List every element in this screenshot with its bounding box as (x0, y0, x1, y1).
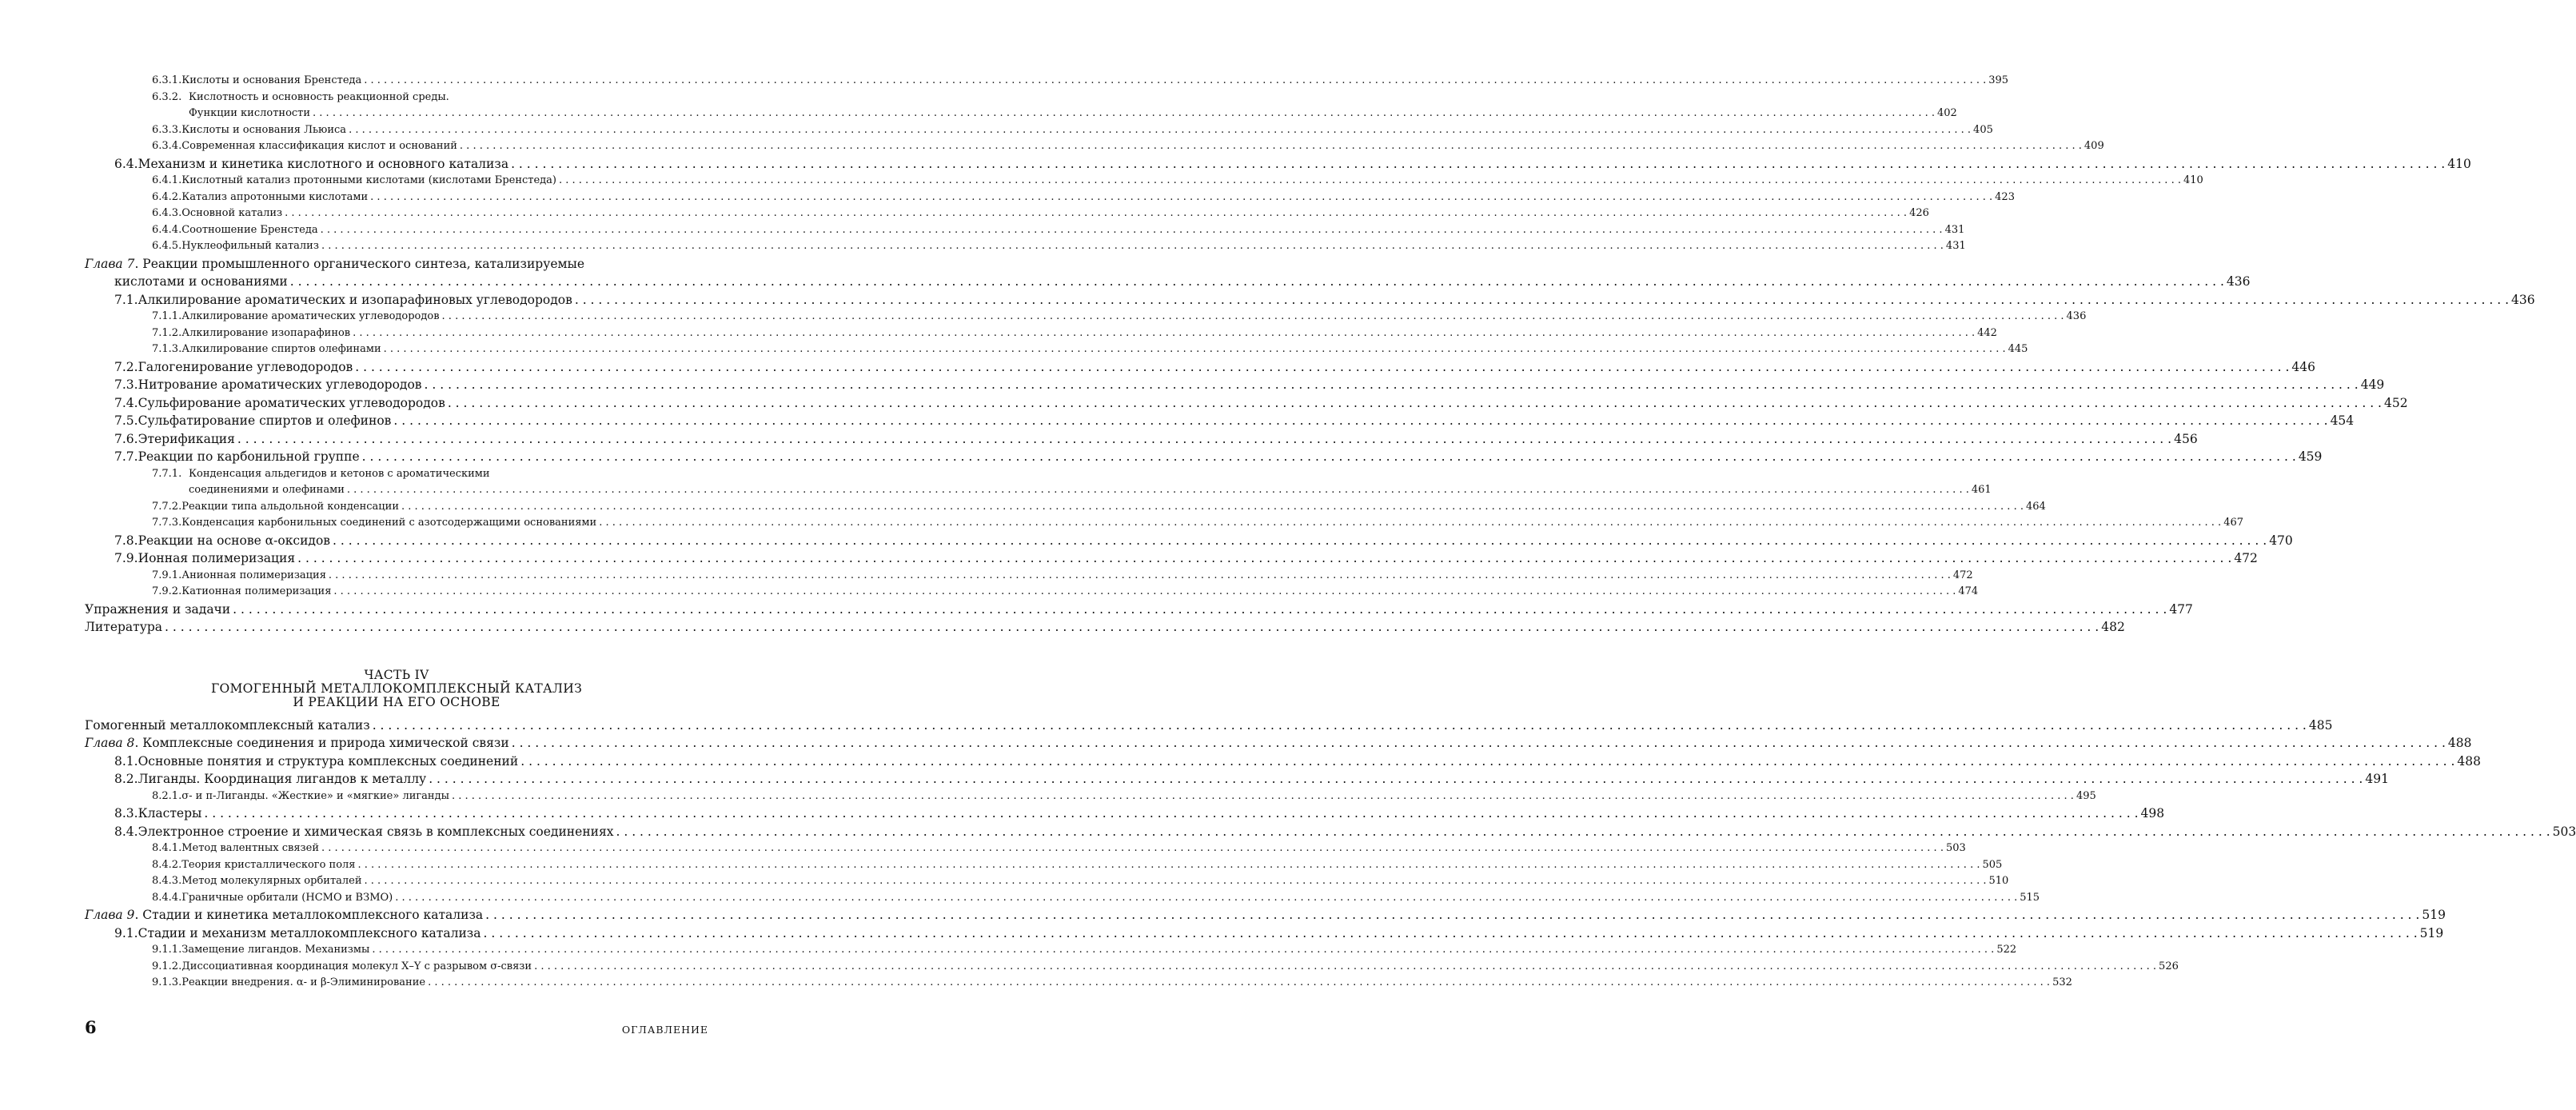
toc-subsection[interactable] (85, 90, 708, 106)
toc-block-chapter6 (85, 73, 2471, 255)
running-head: ОГЛАВЛЕНИЕ (621, 1024, 708, 1036)
page-number: 402 (1937, 107, 1957, 119)
leader-dots (329, 568, 1951, 585)
chapter-label: Глава 8 (85, 736, 135, 750)
toc-section[interactable] (85, 532, 2293, 550)
leader-dots (358, 857, 1980, 874)
section-number: 8.4.2. (152, 858, 182, 871)
leader-dots (512, 734, 2446, 753)
leader-dots (425, 376, 2359, 394)
section-title: Галогенирование углеводородов (138, 359, 353, 374)
toc-subsection[interactable] (85, 122, 1993, 139)
section-title: Алкилирование спиртов олефинами (181, 343, 381, 355)
section-number: 8.4. (114, 824, 138, 839)
page-number: 522 (1996, 944, 2017, 956)
section-title: Метод валентных связей (181, 842, 319, 854)
section-number: 9.1.1. (152, 944, 182, 956)
page-number: 526 (2159, 960, 2179, 972)
leader-dots (349, 122, 1971, 139)
toc-section[interactable] (85, 291, 2535, 309)
section-title: Нитрование ароматических углеводородов (138, 377, 422, 392)
section-number: 7.4. (114, 395, 138, 410)
page-number: 431 (1944, 223, 1965, 236)
section-title: Алкилирование ароматических углеводородов (181, 310, 440, 322)
leader-dots (442, 309, 2064, 325)
section-number: 7.7.2. (152, 500, 182, 513)
toc-chapter-8[interactable] (85, 734, 2472, 753)
toc-section[interactable] (85, 924, 2444, 943)
leader-dots (483, 924, 2417, 943)
page-number: 426 (1909, 207, 1929, 219)
section-title: Катализ апротонными кислотами (181, 190, 369, 203)
toc-subsection[interactable] (85, 584, 1979, 601)
toc-back-matter[interactable] (85, 601, 2193, 619)
section-title: Замещение лигандов. Механизмы (181, 944, 370, 956)
toc-chapter-7[interactable] (85, 255, 708, 274)
leader-dots (362, 448, 2296, 466)
section-title: Граничные орбитали (НСМО и ВЗМО) (181, 891, 393, 904)
leader-dots (460, 138, 2082, 155)
leader-dots (333, 532, 2267, 550)
page-number: 515 (2020, 891, 2040, 904)
leader-dots (616, 823, 2550, 841)
leader-dots (333, 584, 1956, 601)
section-title: Этерификация (138, 431, 235, 446)
section-title: Электронное строение и химическая связь в комплексных соединениях (138, 824, 614, 839)
page-number: 436 (2511, 292, 2535, 307)
section-number: 7.9. (114, 551, 138, 565)
toc-subsection[interactable] (85, 138, 2104, 155)
leader-dots (575, 291, 2509, 309)
toc-subsection[interactable] (85, 499, 2046, 516)
leader-dots (511, 155, 2445, 174)
toc-subsection[interactable] (85, 568, 1973, 585)
leader-dots (372, 942, 1994, 959)
page-number: 442 (1977, 326, 1997, 339)
leader-dots (285, 206, 1907, 222)
page-number: 436 (2226, 274, 2251, 289)
toc-subsection[interactable] (85, 959, 2179, 976)
leader-dots (401, 499, 2024, 516)
toc-section[interactable] (85, 549, 2258, 568)
leader-dots (520, 753, 2454, 771)
section-number: 8.2. (114, 772, 138, 786)
section-title: Кислоты и основания Льюиса (181, 123, 347, 136)
section-title: Соотношение Бренстеда (181, 223, 318, 236)
leader-dots (485, 906, 2419, 924)
section-title: Кислотность и основность реакционной среды. (189, 90, 449, 103)
toc-section[interactable] (85, 753, 2481, 771)
leader-dots (373, 717, 2307, 735)
section-number: 7.7.1. (152, 467, 182, 480)
section-number: 6.4.3. (152, 207, 182, 219)
page-number: 482 (2101, 620, 2125, 634)
page-number: 454 (2330, 413, 2355, 428)
page-number: 461 (1971, 484, 1992, 496)
leader-dots (429, 770, 2363, 789)
leader-dots (365, 873, 1987, 890)
page-number: 410 (2447, 156, 2471, 171)
section-number: 8.1. (114, 753, 138, 769)
section-title: Реакции на основе α-оксидов (138, 533, 331, 548)
page-number: 505 (1982, 858, 2003, 871)
toc-subsection[interactable] (85, 341, 2028, 358)
leader-dots (233, 601, 2167, 619)
section-number: 7.6. (114, 431, 138, 446)
leader-dots (353, 325, 1975, 342)
toc-subsection[interactable] (85, 840, 1966, 857)
part-number: ЧАСТЬ IV (364, 667, 429, 682)
section-title: Упражнения и задачи (85, 601, 231, 617)
section-title: Ионная полимеризация (138, 551, 296, 565)
page-number: 474 (1958, 585, 1979, 597)
section-number: 6.3.3. (152, 123, 182, 136)
section-number: 6.4. (114, 156, 138, 171)
toc-section[interactable] (85, 805, 2165, 823)
toc-subsection[interactable] (85, 73, 2009, 90)
section-title: Алкилирование изопарафинов (181, 326, 351, 339)
leader-dots (428, 975, 2050, 992)
leader-dots (347, 482, 1969, 499)
leader-dots (297, 549, 2231, 568)
section-number: 7.7.3. (152, 517, 182, 529)
leader-dots (321, 222, 1943, 239)
toc-subsection[interactable] (85, 890, 2040, 907)
section-title: Теория кристаллического поля (181, 858, 356, 871)
part-title-line1: ГОМОГЕННЫЙ МЕТАЛЛОКОМПЛЕКСНЫЙ КАТАЛИЗ (210, 681, 583, 696)
section-number: 6.3.4. (152, 140, 182, 152)
page-number: 495 (2076, 789, 2096, 802)
section-title: Функции кислотности (189, 107, 311, 119)
page-number: 405 (1973, 123, 1993, 136)
section-number: 9.1.2. (152, 960, 182, 972)
toc-section[interactable] (85, 770, 2389, 789)
page-number: 532 (2052, 976, 2072, 988)
page-number: 519 (2422, 908, 2446, 922)
chapter-title: . Реакции промышленного органического синтеза, катализируемые (134, 256, 585, 271)
section-number: 7.2. (114, 359, 138, 374)
part-title-line2: И РЕАКЦИИ НА ЕГО ОСНОВЕ (293, 694, 500, 709)
leader-dots (452, 789, 2074, 805)
section-title: Стадии и механизм металлокомплексного катализа (138, 925, 481, 940)
section-title: Диссоциативная координация молекул X–Y с разрывом σ-связи (181, 960, 532, 972)
section-title: Основные понятия и структура комплексных соединений (138, 753, 519, 769)
section-title: σ- и π-Лиганды. «Жесткие» и «мягкие» лиганды (181, 789, 449, 802)
toc-subsection[interactable] (85, 238, 1966, 255)
section-title: Конденсация карбонильных соединений с азотсодержащими основаниями (181, 517, 597, 529)
page-number: 467 (2223, 517, 2244, 529)
section-number: 7.3. (114, 377, 138, 392)
toc-subsection[interactable] (85, 309, 2087, 325)
section-number: 8.3. (114, 806, 138, 821)
toc-block-chapter7 (85, 291, 2535, 601)
section-title: Кластеры (138, 806, 202, 821)
page-number: 464 (2025, 500, 2046, 513)
section-number: 9.1. (114, 925, 138, 940)
leader-dots (448, 394, 2382, 413)
page-number: 456 (2174, 431, 2198, 446)
section-title: Сульфирование ароматических углеводородов (138, 395, 445, 410)
leader-dots (395, 890, 2017, 907)
section-number: 7.1. (114, 292, 138, 307)
toc-section[interactable] (85, 448, 2323, 466)
page-number: 409 (2084, 140, 2104, 152)
page-number: 472 (1952, 569, 1973, 581)
section-title: Современная классификация кислот и оснований (181, 140, 457, 152)
section-number: 7.1.2. (152, 326, 182, 339)
toc-subsection[interactable] (85, 942, 2017, 959)
page-number: 423 (1995, 190, 2015, 203)
section-number: 6.4.5. (152, 240, 182, 252)
page-number: 470 (2269, 533, 2293, 548)
leader-dots (370, 190, 1992, 206)
page-number: 477 (2169, 601, 2193, 617)
toc-subsection[interactable] (85, 222, 1965, 239)
section-number: 7.1.3. (152, 343, 182, 355)
chapter-label: Глава 9 (85, 908, 135, 922)
leader-dots (534, 959, 2156, 976)
toc-section[interactable] (85, 358, 2316, 377)
section-number: 7.5. (114, 413, 138, 428)
chapter-label: Глава 7 (85, 256, 135, 271)
page-number: 485 (2308, 717, 2333, 733)
page-number: 503 (2552, 824, 2576, 839)
section-number: 8.4.3. (152, 875, 182, 887)
section-title: соединениями и олефинами (189, 484, 345, 496)
section-number: 8.4.4. (152, 891, 182, 904)
section-title: Кислотный катализ протонными кислотами (кислотами Бренстеда) (181, 174, 556, 186)
chapter-title-cont: кислотами и основаниями (114, 274, 288, 289)
page-number: 503 (1945, 842, 1966, 854)
leader-dots (355, 358, 2289, 377)
page-number: 488 (2447, 736, 2472, 750)
section-number: 8.2.1. (152, 789, 182, 802)
section-title: Нуклеофильный катализ (181, 240, 319, 252)
toc-page (85, 73, 2576, 992)
page-number: 491 (2365, 772, 2389, 786)
section-title: Метод молекулярных орбиталей (181, 875, 362, 887)
toc-subsection[interactable] (85, 190, 2015, 206)
section-number: 7.9.1. (152, 569, 182, 581)
section-number: 7.8. (114, 533, 138, 548)
section-number: 7.1.1. (152, 310, 182, 322)
section-number: 6.4.1. (152, 174, 182, 186)
toc-subsection[interactable] (85, 325, 1997, 342)
page-number: 395 (1988, 74, 2009, 86)
section-title: Реакции внедрения. α- и β-Элиминирование (181, 976, 426, 988)
toc-back-matter[interactable] (85, 618, 2125, 637)
toc-section[interactable] (85, 430, 2198, 449)
page-number: 498 (2140, 806, 2165, 821)
page-number: 446 (2291, 359, 2316, 374)
toc-subsection[interactable] (85, 789, 2096, 805)
toc-section[interactable] (85, 823, 2576, 841)
page-number: 452 (2384, 395, 2408, 410)
toc-section[interactable] (85, 412, 2355, 430)
leader-dots (559, 173, 2181, 190)
toc-subsection[interactable] (85, 515, 2244, 532)
section-number: 6.3.1. (152, 74, 182, 86)
page-number: 449 (2360, 377, 2385, 392)
leader-dots (237, 430, 2171, 449)
section-title: Анионная полимеризация (181, 569, 326, 581)
leader-dots (165, 618, 2099, 637)
section-title: Литература (85, 620, 163, 634)
page-number: 488 (2457, 753, 2481, 769)
toc-chapter-9[interactable] (85, 906, 2446, 924)
section-title: Сульфатирование спиртов и олефинов (138, 413, 392, 428)
chapter-title: . Стадии и кинетика металлокомплексного катализа (134, 908, 484, 922)
section-number: 7.7. (114, 449, 138, 464)
toc-block-chapter8 (85, 753, 2576, 907)
page-number: 431 (1945, 240, 1966, 252)
leader-dots (384, 341, 2006, 358)
section-title: Лиганды. Координация лигандов к металлу (138, 772, 427, 786)
leader-dots (204, 805, 2138, 823)
page-number: 436 (2066, 310, 2087, 322)
page-folio: 6 (85, 1017, 97, 1037)
chapter-title: . Комплексные соединения и природа химической связи (134, 736, 509, 750)
toc-section[interactable] (85, 155, 2471, 174)
toc-section[interactable] (85, 376, 2385, 394)
section-title: Кислоты и основания Бренстеда (181, 74, 362, 86)
section-title: Катионная полимеризация (181, 585, 332, 597)
toc-block-back-matter (85, 601, 2193, 637)
part-heading (85, 669, 708, 709)
toc-subsection[interactable] (85, 975, 2072, 992)
section-title: Реакции по карбонильной группе (138, 449, 360, 464)
toc-subsection[interactable] (85, 873, 2009, 890)
section-number: 6.3.2. (152, 90, 182, 103)
toc-subsection[interactable] (85, 106, 1957, 122)
toc-subsection[interactable] (85, 482, 1992, 499)
toc-block-chapter9 (85, 924, 2444, 992)
leader-dots (321, 840, 1944, 857)
section-number: 8.4.1. (152, 842, 182, 854)
section-number: 6.4.2. (152, 190, 182, 203)
page-number: 459 (2298, 449, 2323, 464)
section-number: 6.4.4. (152, 223, 182, 236)
page-number: 472 (2234, 551, 2258, 565)
section-title: Основной катализ (181, 207, 283, 219)
section-number: 7.9.2. (152, 585, 182, 597)
leader-dots (364, 73, 1986, 90)
toc-subsection[interactable] (85, 173, 2203, 190)
toc-chapter-7-cont[interactable] (85, 273, 2251, 291)
page-number: 510 (1988, 875, 2009, 887)
section-number: 9.1.3. (152, 976, 182, 988)
leader-dots (321, 238, 1944, 255)
toc-intro[interactable]: Гомогенный металлокомплексный катализ . . . 485 (85, 717, 708, 735)
leader-dots (393, 412, 2327, 430)
leader-dots (290, 273, 2224, 291)
page-number: 445 (2008, 343, 2028, 355)
page-number: 519 (2419, 925, 2444, 940)
page-footer (85, 1017, 708, 1037)
toc-subsection[interactable] (85, 466, 708, 483)
toc-subsection[interactable] (85, 206, 1929, 222)
leader-dots (599, 515, 2221, 532)
section-title: Алкилирование ароматических и изопарафиновых углеводородов (138, 292, 572, 307)
leader-dots (313, 106, 1935, 122)
section-title: Реакции типа альдольной конденсации (181, 500, 399, 513)
section-title: Конденсация альдегидов и кетонов с ароматическими (189, 467, 490, 480)
toc-subsection[interactable] (85, 857, 2003, 874)
section-title: Механизм и кинетика кислотного и основного катализа (138, 156, 509, 171)
page-number: 410 (2183, 174, 2203, 186)
toc-section[interactable] (85, 394, 2408, 413)
